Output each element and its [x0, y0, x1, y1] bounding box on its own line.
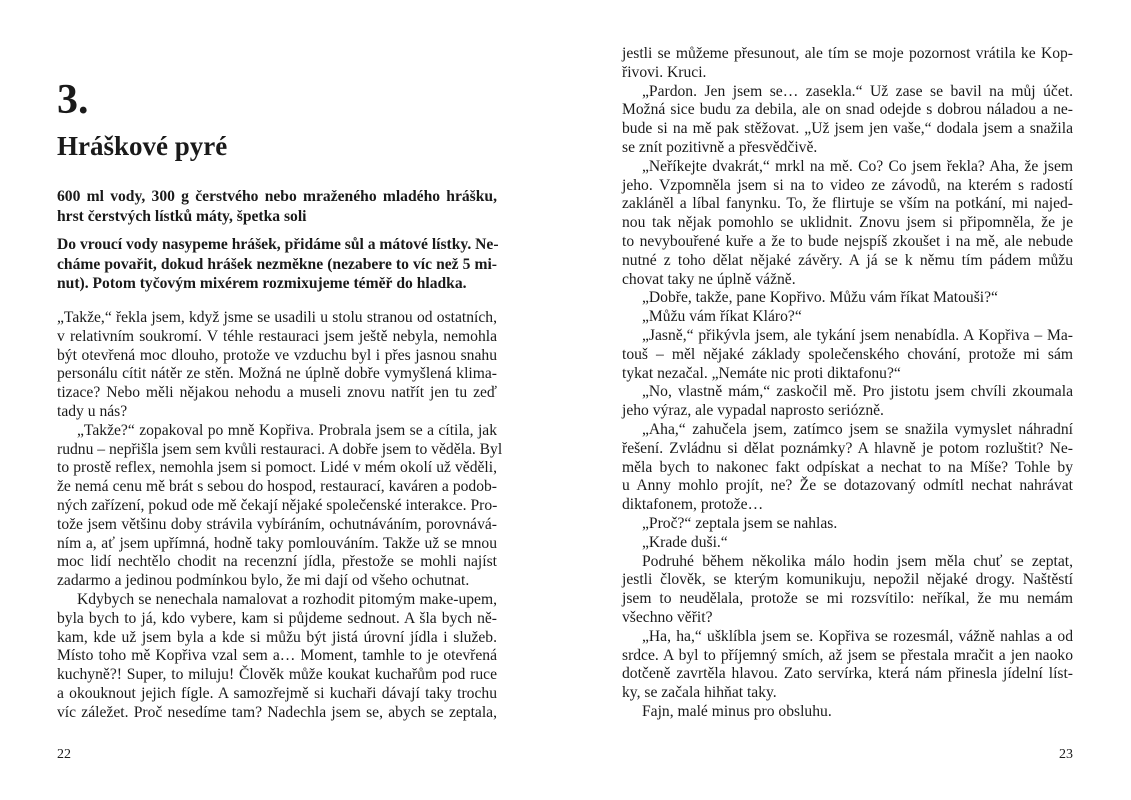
chapter-number: 3. — [57, 77, 89, 123]
text-line: „Proč?“ zeptala jsem se nahlas. — [642, 514, 838, 532]
paragraph — [57, 591, 497, 723]
paragraph — [622, 308, 1073, 327]
text-line: Možná sice budu za debila, ale on snad odejde s dobrou náladou a ne- — [622, 101, 1073, 119]
text-line: nut). Potom tyčovým mixérem rozmixujeme téměř do hladka. — [57, 275, 467, 292]
text-line: 600 ml vody, 300 g čerstvého nebo mraženého mladého hrášku, — [57, 188, 497, 205]
text-line: ných zařízení, pokud ode mě čekají nějaké společenské interakce. Pro- — [57, 496, 498, 514]
text-line: tykat nezačal. „Nemáte nic proti diktafonu?“ — [622, 364, 901, 382]
text-line: zadarmo a jedinou podmínkou bylo, že mi dají od všeho ochutnat. — [57, 572, 470, 590]
text-line: to prostě reflex, nemohla jsem si pomoct. Lidé v mém okolí už věděli, — [57, 459, 497, 477]
recipe-ingredients — [57, 187, 497, 226]
paragraph — [622, 327, 1073, 383]
text-line: jsem to neudělala, protože se mi rozsvítilo: neříkal, že mu nemám — [622, 590, 1073, 608]
text-line: jeho výraz, ale vypadal naprosto seriózně. — [622, 402, 884, 420]
text-line: „Jasně,“ přikývla jsem, ale tykání jsem nenabídla. A Kopřiva – Ma- — [642, 326, 1073, 344]
right-body-text — [622, 45, 1073, 722]
text-line: hrst čerstvých lístků máty, špetka soli — [57, 207, 307, 225]
text-line: ky, se začala hihňat taky. — [622, 684, 777, 702]
text-line: cháme povařit, dokud hrášek nezměkne (nezabere to víc než 5 mi- — [57, 255, 497, 273]
text-line: měla bych to nakonec fakt odpískat a nechat to na Míše? Tohle by — [622, 458, 1073, 476]
text-line: Místo toho mě Kopřiva vzal sem a… Moment, tamhle to je otevřená — [57, 647, 497, 665]
text-line: všechno věřit? — [622, 608, 713, 626]
text-line: moc lidí nechtělo chodit na recenzní jídla, přestože se mohli najíst — [57, 553, 497, 571]
text-line: kuchyně?! Super, to miluju! Člověk může koukat kuchařům pod ruce — [57, 666, 497, 684]
text-line: tože jsem většinu doby strávila vybíráním, ochutnáváním, porovnává- — [57, 515, 497, 533]
text-line: srdce. A byl to příjemný smích, až jsem se přestala mračit a jen naoko — [622, 646, 1073, 664]
text-line: se znít pozitivně a přesvědčivě. — [622, 138, 818, 156]
text-line: kam, kde už jsem byla a kde si můžu být jistá úrovní jídla i služeb. — [57, 628, 497, 646]
text-line: „Krade duši.“ — [642, 533, 728, 551]
text-line: bude si na mě pak stěžovat. „Už jsem jen vaše,“ dodala jsem a snažila — [622, 120, 1073, 138]
paragraph — [57, 309, 497, 422]
text-line: že nemá cenu mě brát s sebou do hospod, restaurací, kaváren a podob- — [57, 478, 497, 496]
text-line: „Takže?“ zopakoval po mně Kopřiva. Probrala jsem se a cítila, jak — [77, 421, 497, 439]
text-line: jeho. Vzpomněla jsem si na to video ze závodů, na kterém s radostí — [622, 176, 1073, 194]
text-line: v relativním soukromí. V téhle restauraci jsem ještě nebyla, nemohla — [57, 327, 497, 345]
text-line: víc záležet. Proč nesedíme tam? Nadechla jsem se, abych se zeptala, — [57, 703, 497, 721]
paragraph — [622, 553, 1073, 628]
text-line: „Neříkejte dvakrát,“ mrkl na mě. Co? Co jsem řekla? Aha, že jsem — [642, 157, 1073, 175]
text-line: „Aha,“ zahučela jsem, zatímco jsem se snažila vymyslet náhradní — [642, 420, 1073, 438]
chapter-title: Hráškové pyré — [57, 131, 228, 161]
text-line: u Anny mohlo projít, ne? Že se dotazovaný odmítl nechat nahrávat — [622, 477, 1073, 495]
paragraph — [622, 703, 1073, 722]
text-line: tizace? Nebo měli nějakou nehodu a museli znovu natřít jen tu zeď — [57, 384, 497, 402]
left-page — [0, 0, 565, 800]
paragraph — [622, 383, 1073, 421]
paragraph — [622, 515, 1073, 534]
page-number-left: 22 — [57, 747, 71, 762]
text-line: Podruhé během několika málo hodin jsem měla chuť se zeptat, — [642, 552, 1073, 570]
text-line: jestli se můžeme přesunout, ale tím se moje pozornost vrátila ke Kop- — [622, 45, 1073, 62]
text-line: nutné z toho dělat nějaké závěry. A já se k němu tím pádem můžu — [622, 251, 1073, 269]
text-line: to nevybouřené kuře a že to bude nejspíš zkoušet i na mě, ale nebude — [622, 232, 1073, 250]
paragraph — [622, 421, 1073, 515]
paragraph — [57, 421, 503, 591]
paragraph — [622, 158, 1073, 290]
text-line: tady u nás? — [57, 402, 128, 420]
text-line: řivovi. Kruci. — [622, 63, 707, 81]
text-line: „Takže,“ řekla jsem, když jsme se usadili u stolu stranou od ostatních, — [57, 309, 497, 326]
text-line: „No, vlastně mám,“ zaskočil mě. Pro jistotu jsem chvíli zkoumala — [642, 383, 1073, 401]
text-line: „Ha, ha,“ ušklíbla jsem se. Kopřiva se rozesmál, vážně nahlas a od — [642, 627, 1073, 645]
text-line: „Můžu vám říkat Kláro?“ — [642, 308, 802, 326]
text-line: diktafonem, protože… — [622, 496, 764, 514]
paragraph — [622, 289, 1073, 308]
right-page — [566, 0, 1131, 800]
text-line: ním a, ať jsem upřímná, hodně taky pomlouváním. Takže už se mnou — [57, 534, 497, 552]
text-line: Kdybych se nenechala namalovat a rozhodit pitomým make-upem, — [77, 590, 497, 608]
text-line: personálu cítit nátěr ze stěn. Možná ne úplně dobře vymyšlená klima- — [57, 365, 497, 383]
page-number-right: 23 — [1059, 747, 1073, 762]
text-line: „Dobře, takže, pane Kopřivo. Můžu vám říkat Matouši?“ — [642, 289, 998, 307]
paragraph — [622, 534, 1073, 553]
text-line: byla bych to já, kdo vybere, kam si půjdeme sednout. A šla bych ně- — [57, 609, 497, 627]
paragraph — [622, 628, 1073, 703]
text-line: Fajn, malé minus pro obsluhu. — [642, 702, 832, 720]
text-line: rudnu – nepřišla jsem sem kvůli restauraci. A dobře jsem to věděla. Byl — [57, 440, 503, 458]
text-line: dotčeně zavrtěla hlavou. Zato servírka, která nám přinesla jídelní líst- — [622, 665, 1073, 683]
text-line: zakláněl a líbal fanynku. To, že flirtuje se vším na potkání, mi najed- — [622, 195, 1073, 213]
paragraph — [622, 45, 1073, 83]
recipe-method — [57, 235, 497, 294]
left-body-text — [57, 309, 503, 723]
text-line: být otevřená moc dlouho, protože ve vzduchu byl i přes jasnou snahu — [57, 346, 497, 364]
text-line: „Pardon. Jen jsem se… zasekla.“ Už zase se bavil na můj účet. — [642, 82, 1073, 100]
text-line: Do vroucí vody nasypeme hrášek, přidáme sůl a mátové lístky. Ne- — [57, 236, 499, 253]
text-line: řešení. Zvládnu si dělat poznámky? A hlavně je potom rozluštit? Ne- — [622, 439, 1073, 457]
paragraph — [622, 83, 1073, 158]
text-line: chovat taky ne úplně vážně. — [622, 270, 796, 288]
text-line: touš – měl nějaké základy společenského chování, protože mi sám — [622, 345, 1073, 363]
text-line: a okouknout jejich fígle. A samozřejmě si kuchaři dávají taky trochu — [57, 684, 497, 702]
text-line: jestli člověk, se kterým komunikuju, nepožil nějaké drogy. Naštěstí — [622, 571, 1073, 589]
text-line: nou tak nějak pomohlo se uklidnit. Znovu jsem si připomněla, že je — [622, 214, 1073, 232]
